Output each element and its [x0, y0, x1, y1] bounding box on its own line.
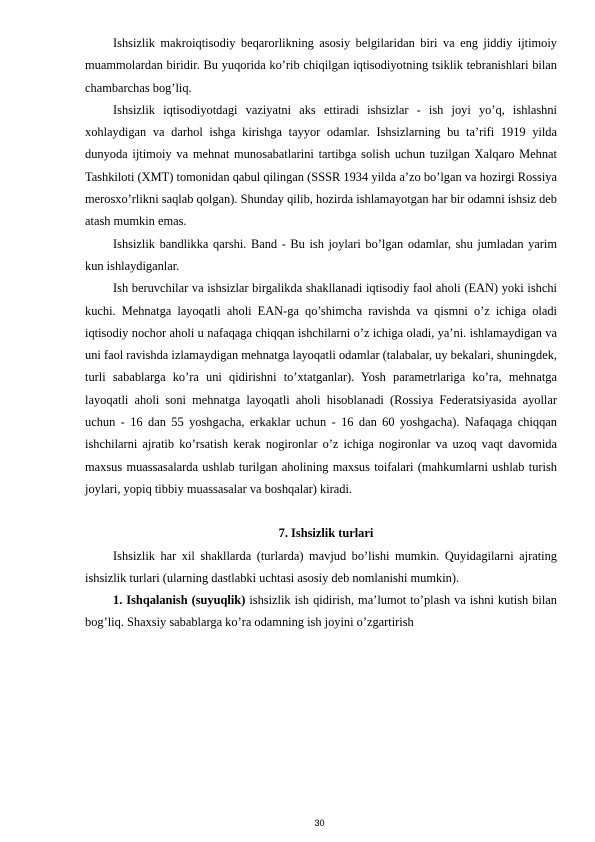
paragraph-employment-contrast: Ishsizlik bandlikka qarshi. Band - Bu ish joylari bo’lgan odamlar, shu jumladan yarim kun ishlaydiganlar.	[85, 236, 557, 273]
section-heading: 7. Ishsizlik turlari	[278, 526, 374, 541]
page-number: 30	[314, 818, 325, 828]
paragraph-labor-force: Ish beruvchilar va ishsizlar birgalikda shakllanadi iqtisodiy faol aholi (EAN) yoki ishchi kuchi. Mehnatga layoqatli aholi EAN-ga qo’shimcha ravishda va qismni o’z ichiga oladi iqtisodiy nochor aholi u nafaqaga chiqqan ishchilarni o’z ichiga oladi, ya’ni. ishlamaydigan va uni faol ravishda izlamaydigan mehnatga layoqatli odamlar (talabalar, uy bekalari, shuningdek, turli sabablarga ko’ra uni qidirishni to’xtatganlar). Yosh parametrlariga ko’ra, mehnatga layoqatli aholi soni mehnatga layoqatli aholi hisoblanadi (Rossiya Federatsiyasida ayollar uchun - 16 dan 55 yoshgacha, erkaklar uchun - 16 dan 60 yoshgacha). Nafaqaga chiqqan ishchilarni ajratib ko’rsatish kerak nogironlar o’z ichiga nogironlar va uzoq vaqt davomida maxsus muassasalarda ushlab turilgan aholining maxsus toifalari (mahkumlarni ushlab turish joylari, yopiq tibbiy muassasalar va boshqalar) kiradi.	[85, 281, 557, 496]
paragraph-frictional-unemployment	[85, 589, 557, 634]
paragraph-unemployment-definition: Ishsizlik iqtisodiyotdagi vaziyatni aks ettiradi ishsizlar - ish joyi yo’q, ishlashni xohlaydigan va darhol ishga kirishga tayyor odamlar. Ishsizlarning bu ta’rifi 1919 yilda dunyoda ijtimoiy va mehnat munosabatlarini tartibga solish uchun tuzilgan Xalqaro Mehnat Tashkiloti (XMT) tomonidan qabul qilingan (SSSR 1934 yilda a’zo bo’lgan va hozirgi Rossiya merosxo’rlikni saqlab qolgan). Shunday qilib, hozirda ishlamayotgan har bir odamni ishsiz deb atash mumkin emas.	[85, 102, 557, 229]
document-page	[85, 32, 557, 634]
paragraph-unemployment-types-intro: Ishsizlik har xil shakllarda (turlarda) mavjud bo’lishi mumkin. Quyidagilarni ajrating ishsizlik turlari (ularning dastlabki uchtasi asosiy deb nomlanishi mumkin).	[85, 548, 557, 585]
paragraph-unemployment-intro: Ishsizlik makroiqtisodiy beqarorlikning asosiy belgilaridan biri va eng jiddiy ijtimoiy muammolardan biridir. Bu yuqorida ko’rib chiqilgan iqtisodiyotning tsiklik tebranishlari bilan chambarchas bog’liq.	[85, 36, 557, 95]
frictional-description: ishsizlik ish qidirish, ma’lumot to’plash va ishni kutish bilan bog’liq. Shaxsiy sabablarga ko’ra odamning ish joyini o’zgartirish	[85, 593, 558, 630]
term-frictional: 1. Ishqalanish (suyuqlik)	[113, 593, 246, 608]
